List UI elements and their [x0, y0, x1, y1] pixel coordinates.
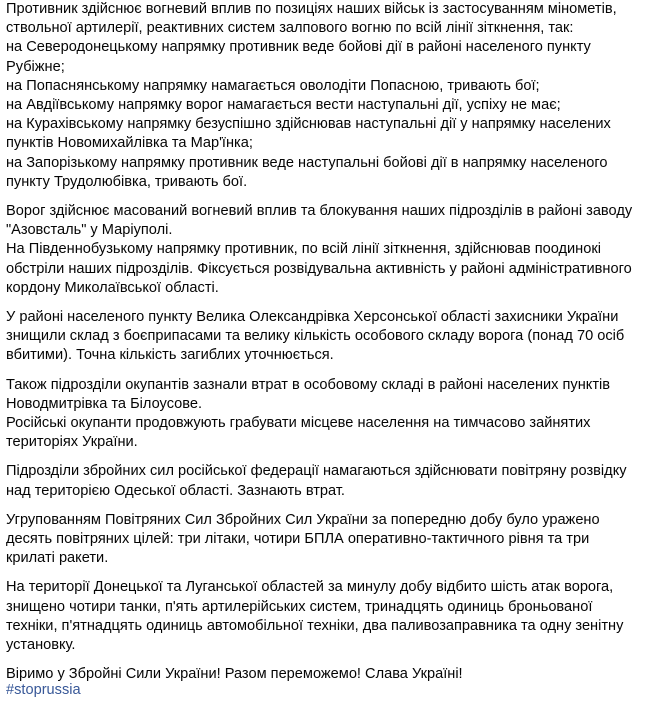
text-line: пунктів Новомихайлівка та Мар'їнка; [6, 135, 253, 152]
text-line: на Авдіївському напрямку ворог намагається вести наступальні дії, успіху не має; [6, 97, 561, 114]
text-line: У районі населеного пункту Велика Олександрівка Херсонської області захисники України [6, 309, 619, 326]
text-line: ствольної артилерії, реактивних систем залпового вогню по всій лінії зіткнення, так: [6, 20, 574, 37]
text-line: Рубіжне; [6, 58, 65, 75]
text-line: Ворог здійснює масований вогневий вплив та блокування наших підрозділів в районі заводу [6, 203, 633, 220]
text-line: "Азовсталь" у Маріуполі. [6, 222, 173, 239]
text-line: крилаті ракети. [6, 550, 109, 567]
text-line: установку. [6, 637, 76, 654]
text-line: знищено чотири танки, п'ять артилерійських систем, тринадцять одиниць броньованої [6, 598, 593, 615]
text-line: На Південнобузькому напрямку противник, по всій лінії зіткнення, здійснював поодинокі [6, 241, 601, 258]
paragraph-donetsk-luhansk [6, 578, 651, 655]
text-line: Новодмитрівка та Білоусове. [6, 395, 203, 412]
text-line: Угрупованням Повітряних Сил Збройних Сил України за попередню добу було уражено [6, 511, 600, 528]
text-line: Противник здійснює вогневий вплив по позиціях наших військ із застосуванням мінометів, [6, 1, 617, 17]
paragraph-azovstal [6, 202, 651, 298]
text-line: кордону Миколаївської області. [6, 279, 219, 296]
text-line: на Курахівському напрямку безуспішно здійснював наступальні дії у напрямку населених [6, 116, 611, 133]
text-line: обстріли наших підрозділів. Фіксується розвідувальна активність у районі адміністративного [6, 260, 632, 277]
text-line: знищили склад з боєприпасами та велику кількість особового складу ворога (понад 70 осіб [6, 328, 625, 345]
paragraph-closing [6, 665, 651, 699]
text-line: Російські окупанти продовжують грабувати місцеве населення на тимчасово зайнятих [6, 415, 591, 432]
text-line: Підрозділи збройних сил російської федерації намагаються здійснювати повітряну розвідку [6, 463, 627, 480]
text-line: на Северодонецькому напрямку противник веде бойові дії в районі населеного пункту [6, 39, 591, 56]
post-text [6, 0, 651, 710]
text-line: техніки, п'ятнадцять одиниць автомобільної техніки, два паливозаправника та одну зенітну [6, 617, 624, 634]
text-line: Також підрозділи окупантів зазнали втрат в особовому складі в районі населених пунктів [6, 376, 611, 393]
paragraph-kherson [6, 308, 651, 366]
text-line: на Попаснянському напрямку намагається оволодіти Попасною, тривають бої; [6, 77, 540, 94]
paragraph-occupant-losses [6, 376, 651, 453]
text-line: Віримо у Збройні Сили України! Разом переможемо! Слава Україні! [6, 666, 463, 683]
text-line: вбитими). Точна кількість загиблих уточнюється. [6, 347, 334, 364]
text-line: пункту Трудолюбівка, тривають бої. [6, 173, 248, 190]
text-line: На території Донецької та Луганської областей за минулу добу відбито шість атак ворога, [6, 579, 614, 596]
text-line: на Запорізькому напрямку противник веде наступальні бойові дії в напрямку населеного [6, 154, 608, 171]
paragraph-front-situation [6, 0, 651, 192]
text-line: десять повітряних цілей: три літаки, чотири БПЛА оперативно-тактичного рівня та три [6, 531, 590, 548]
paragraph-odesa-recon [6, 462, 651, 500]
paragraph-air-force [6, 511, 651, 569]
hashtag-link[interactable]: #stoprussia [6, 681, 81, 698]
text-line: територіях України. [6, 434, 138, 451]
text-line: над територією Одеської області. Зазнають втрат. [6, 482, 345, 499]
